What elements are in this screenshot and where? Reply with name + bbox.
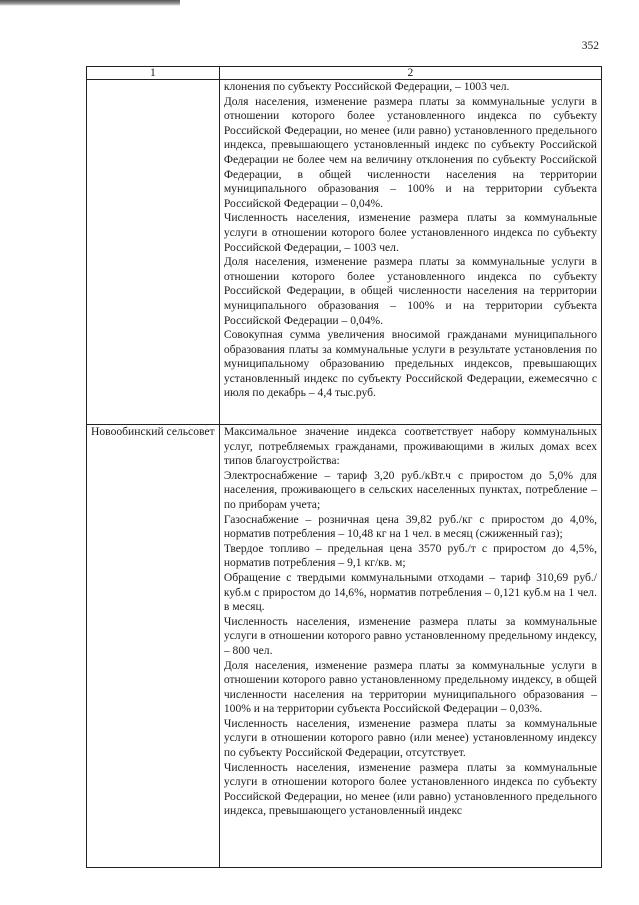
municipality-cell: Новообинский сельсовет: [87, 425, 220, 868]
municipality-cell: [87, 80, 220, 425]
content-cell: [219, 80, 601, 425]
table-row: [87, 425, 602, 868]
paragraph: Доля населения, изменение размера платы за коммунальные услуги в отношении которого равно установленному предельному индексу, в общей численности населения на территории муниципального образования – 100% и на территории субъекта Российской Федерации – 0,03%.: [223, 658, 597, 716]
content-cell: [219, 425, 601, 868]
paragraph: Максимальное значение индекса соответствует набору коммунальных услуг, потребляемых гражданами, проживающими в жилых домах всех типов благоустройства:: [223, 425, 597, 468]
paragraph: Доля населения, изменение размера платы за коммунальные услуги в отношении которого более установленного индекса по субъекту Российской Федерации, но менее (или равно) установленного предельного индекса, превышающего установленный индекс по субъекту Российской Федерации не более чем на величину отклонения по субъекту Российской Федерации, в общей численности населения на территории муниципального образования – 100% и на территории субъекта Российской Федерации – 0,04%.: [223, 94, 597, 210]
paragraph: Газоснабжение – розничная цена 39,82 руб./кг с приростом до 4,0%, норматив потребления – 10,48 кг на 1 чел. в месяц (сжиженный газ);: [223, 512, 597, 541]
paragraph: Совокупная сумма увеличения вносимой гражданами муниципального образования платы за коммунальные услуги в результате установления по муниципальному образованию предельных индексов, превышающих установленный индекс по субъекту Российской Федерации, ежемесячно с июля по декабрь – 4,4 тыс.руб.: [223, 328, 597, 400]
column-header-1: 1: [87, 67, 220, 80]
paragraph: Численность населения, изменение размера платы за коммунальные услуги в отношении которого более установленного индекса по субъекту Российской Федерации, – 1003 чел.: [223, 211, 597, 254]
table-header-row: [87, 67, 602, 80]
paragraph: клонения по субъекту Российской Федерации, – 1003 чел.: [223, 80, 510, 93]
paragraph: Численность населения, изменение размера платы за коммунальные услуги в отношении которого равно (или менее) установленному индексу по субъекту Российской Федерации, отсутствует.: [223, 716, 597, 760]
paragraph: Твердое топливо – предельная цена 3570 руб./т с приростом до 4,5%, норматив потребления – 9,1 кг/кв. м;: [223, 541, 597, 570]
paragraph: Электроснабжение – тариф 3,20 руб./кВт.ч с приростом до 5,0% для населения, проживающего в сельских населенных пунктах, потребление – по приборам учета;: [223, 468, 597, 511]
column-header-2: 2: [219, 67, 601, 80]
paragraph: Доля населения, изменение размера платы за коммунальные услуги в отношении которого более установленного индекса по субъекту Российской Федерации, в общей численности населения на территории муниципального образования – 100% и на территории субъекта Российской Федерации – 0,04%.: [223, 255, 597, 327]
table-row: [87, 80, 602, 425]
paragraph: Численность населения, изменение размера платы за коммунальные услуги в отношении которого равно установленному предельному индексу, – 800 чел.: [223, 614, 597, 657]
page-number: 352: [581, 40, 599, 52]
document-table: [86, 66, 602, 868]
scan-edge-shadow: [0, 0, 180, 6]
paragraph: Численность населения, изменение размера платы за коммунальные услуги в отношении которого более установленного индекса по субъекту Российской Федерации, но менее (или равно) установленного предельного индекса, превышающего установленный индекс: [223, 760, 597, 818]
paragraph: Обращение с твердыми коммунальными отходами – тариф 310,69 руб./куб.м с приростом до 14,6%, норматив потребления – 0,121 куб.м на 1 чел. в месяц.: [223, 570, 597, 614]
